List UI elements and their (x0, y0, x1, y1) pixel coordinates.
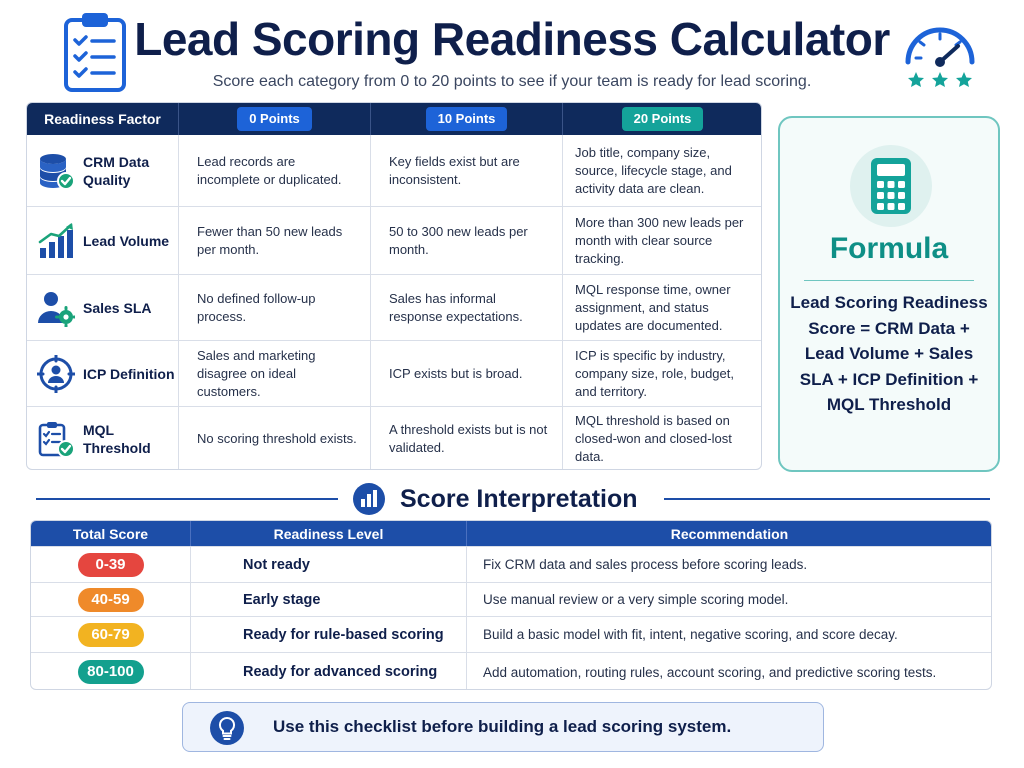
ten-points-cell (371, 275, 563, 340)
score-badge: 40-59 (78, 588, 144, 612)
factor-cell (27, 275, 179, 340)
factor-label: ICP Definition (83, 365, 175, 382)
formula-divider (804, 280, 974, 281)
score-cell (31, 617, 191, 652)
twenty-points-cell (563, 207, 762, 274)
recommendation-cell (467, 617, 992, 652)
cell-text: Key fields exist but are inconsistent. (389, 153, 520, 187)
column-header: Recommendation (467, 521, 992, 546)
column-header (27, 103, 179, 135)
table-row (27, 341, 762, 407)
factor-label: MQL Threshold (83, 422, 151, 456)
tip-callout (182, 702, 824, 752)
table-row (27, 135, 762, 207)
cell-text: Job title, company size, source, lifecycle stage, and activity data are clean. (575, 144, 732, 196)
ten-points-cell (371, 407, 563, 470)
score-cell (31, 583, 191, 616)
formula-card (778, 116, 1000, 472)
callout-text: Use this checklist before building a lead scoring system. (273, 717, 732, 736)
factor-cell (27, 135, 179, 206)
cell-text: MQL response time, owner assignment, and status updates are documented. (575, 281, 731, 333)
column-header: Readiness Level (191, 521, 467, 546)
database-check-icon (37, 152, 75, 190)
score-table-header (31, 521, 992, 547)
level-cell (191, 653, 467, 690)
table-row (31, 617, 992, 653)
score-table (30, 520, 992, 690)
cell-text: Fewer than 50 new leads per month. (197, 223, 343, 257)
readiness-level: Early stage (243, 591, 321, 608)
cell-text: ICP is specific by industry, company size, role, budget, and territory. (575, 347, 734, 399)
factor-label: Sales SLA (83, 299, 152, 316)
zero-points-cell (179, 407, 371, 470)
column-header-label: 0 Points (237, 107, 312, 131)
column-header-label: Readiness Factor (44, 111, 161, 127)
column-header: Total Score (31, 521, 191, 546)
ten-points-cell (371, 207, 563, 274)
person-gear-icon (37, 289, 75, 327)
twenty-points-cell (563, 407, 762, 470)
page-subtitle: Score each category from 0 to 20 points to see if your team is ready for lead scoring. (212, 73, 812, 90)
lightbulb-icon (209, 710, 245, 746)
cell-text: A threshold exists but is not validated. (389, 422, 548, 455)
cell-text: Lead records are incomplete or duplicated. (197, 153, 342, 187)
cell-text: Sales has informal response expectations. (389, 290, 523, 324)
table-row (31, 583, 992, 617)
zero-points-cell (179, 135, 371, 206)
zero-points-cell (179, 207, 371, 274)
factor-cell (27, 407, 179, 470)
twenty-points-cell (563, 275, 762, 340)
recommendation-cell (467, 583, 992, 616)
target-person-icon (37, 355, 75, 393)
readiness-level: Ready for rule-based scoring (243, 626, 444, 643)
table-row (31, 653, 992, 690)
score-cell (31, 547, 191, 582)
score-badge: 80-100 (78, 660, 144, 684)
section-divider-right (664, 498, 990, 500)
readiness-table-header (27, 103, 762, 135)
recommendation-text: Add automation, routing rules, account scoring, and predictive scoring tests. (483, 664, 937, 680)
page-header (0, 0, 1024, 100)
table-row (27, 275, 762, 341)
formula-text: Lead Scoring Readiness Score = CRM Data + Lead Volume + Sales SLA + ICP Definition + MQL Threshold (790, 293, 988, 414)
column-header-label: 10 Points (426, 107, 508, 131)
recommendation-cell (467, 653, 992, 690)
bar-chart-growth-icon (37, 222, 75, 260)
page-title: Lead Scoring Readiness Calculator (134, 13, 890, 65)
column-header (563, 103, 762, 135)
factor-label: Lead Volume (83, 232, 170, 249)
bar-chart-circle-icon (352, 482, 386, 516)
score-cell (31, 653, 191, 690)
level-cell (191, 583, 467, 616)
table-row (31, 547, 992, 583)
score-badge: 0-39 (78, 553, 144, 577)
recommendation-text: Build a basic model with fit, intent, negative scoring, and score decay. (483, 627, 898, 642)
factor-cell (27, 207, 179, 274)
column-header-label: 20 Points (622, 107, 704, 131)
level-cell (191, 617, 467, 652)
twenty-points-cell (563, 341, 762, 406)
cell-text: No scoring threshold exists. (197, 431, 357, 446)
cell-text: 50 to 300 new leads per month. (389, 223, 528, 257)
calculator-icon (849, 144, 933, 228)
table-row (27, 407, 762, 470)
recommendation-text: Fix CRM data and sales process before scoring leads. (483, 557, 808, 572)
recommendation-cell (467, 547, 992, 582)
section-divider-left (36, 498, 338, 500)
cell-text: No defined follow-up process. (197, 290, 316, 324)
clipboard-check-icon (37, 420, 75, 458)
section-heading (352, 482, 638, 516)
gauge-stars-icon (900, 18, 980, 90)
zero-points-cell (179, 275, 371, 340)
formula-title: Formula (829, 232, 949, 265)
level-cell (191, 547, 467, 582)
factor-cell (27, 341, 179, 406)
ten-points-cell (371, 135, 563, 206)
zero-points-cell (179, 341, 371, 406)
readiness-table (26, 102, 762, 470)
cell-text: MQL threshold is based on closed-won and closed-lost data. (575, 413, 732, 464)
cell-text: More than 300 new leads per month with clear source tracking. (575, 214, 744, 266)
readiness-level: Not ready (243, 556, 310, 573)
table-row (27, 207, 762, 275)
column-header (371, 103, 563, 135)
score-badge: 60-79 (78, 623, 144, 647)
factor-label: CRM Data Quality (83, 153, 150, 188)
recommendation-text: Use manual review or a very simple scoring model. (483, 592, 789, 607)
section-title: Score Interpretation (400, 484, 638, 513)
cell-text: Sales and marketing disagree on ideal customers. (197, 347, 316, 399)
ten-points-cell (371, 341, 563, 406)
twenty-points-cell (563, 135, 762, 206)
cell-text: ICP exists but is broad. (389, 365, 523, 381)
column-header (179, 103, 371, 135)
readiness-level: Ready for advanced scoring (243, 664, 438, 680)
